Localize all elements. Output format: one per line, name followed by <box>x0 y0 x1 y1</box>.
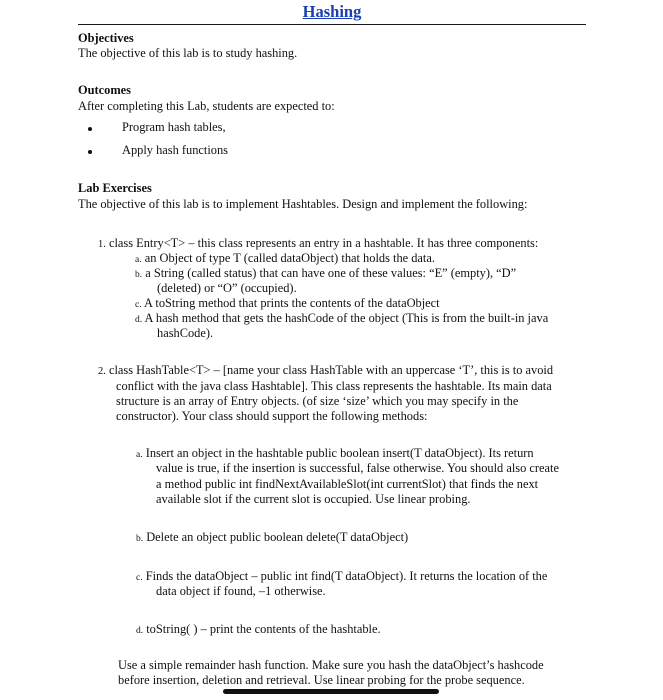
item-continuation: hashCode). <box>157 326 214 340</box>
item-label: d. <box>135 315 143 325</box>
item-label: c. <box>135 300 142 310</box>
item-label: d. <box>136 626 144 636</box>
item-line: a String (called status) that can have one of these values: “E” (empty), “D” <box>145 266 517 280</box>
bullet-icon <box>88 127 92 131</box>
item-line: A toString method that prints the contents of the dataObject <box>144 296 440 310</box>
item-line: Insert an object in the hashtable public boolean insert(T dataObject). Its return <box>145 446 534 460</box>
item-label: b. <box>135 270 143 280</box>
item-line: toString( ) – print the contents of the hashtable. <box>146 622 381 636</box>
item-continuation: (deleted) or “O” (occupied). <box>157 281 297 295</box>
outcomes-heading: Outcomes <box>78 83 131 97</box>
exercise-line: class Entry<T> – this class represents an entry in a hashtable. It has three components: <box>108 236 539 250</box>
page-title: Hashing <box>302 2 362 21</box>
item-label: a. <box>135 255 142 265</box>
objectives-heading: Objectives <box>78 31 134 45</box>
item-label: c. <box>136 573 143 583</box>
exercise-line: structure is an array of Entry objects. (of size ‘size’ which you may specify in the <box>116 394 519 408</box>
home-indicator[interactable] <box>223 689 439 694</box>
item-continuation: value is true, if the insertion is successful, false otherwise. You should also create <box>156 461 559 475</box>
item-line: an Object of type T (called dataObject) that holds the data. <box>144 251 435 265</box>
bullet-icon <box>88 150 92 154</box>
objectives-text: The objective of this lab is to study hashing. <box>78 46 298 60</box>
exercise-2-item-b <box>136 530 408 548</box>
lab-heading: Lab Exercises <box>78 181 152 195</box>
item-line: Delete an object public boolean delete(T dataObject) <box>146 530 409 544</box>
title-bar <box>78 2 586 25</box>
item-label: b. <box>136 534 144 544</box>
outcome-item: Program hash tables, <box>122 120 226 134</box>
exercise-2-item-d <box>136 622 381 640</box>
item-continuation: data object if found, –1 otherwise. <box>156 584 326 598</box>
exercise-line: class HashTable<T> – [name your class HashTable with an uppercase ‘T’, this is to avoid <box>108 363 554 377</box>
lab-intro: The objective of this lab is to implement Hashtables. Design and implement the following: <box>78 197 528 211</box>
outcomes-intro: After completing this Lab, students are expected to: <box>78 99 335 113</box>
outcome-item: Apply hash functions <box>122 143 228 157</box>
item-continuation: a method public int findNextAvailableSlot(int currentSlot) that finds the next <box>156 477 539 491</box>
item-line: Finds the dataObject – public int find(T dataObject). It returns the location of the <box>145 569 548 583</box>
item-continuation: available slot if the current slot is occupied. Use linear probing. <box>156 492 471 506</box>
item-label: a. <box>136 450 143 460</box>
exercise-line: constructor). Your class should support the following methods: <box>116 409 428 423</box>
exercise-2 <box>98 363 553 380</box>
exercise-number: 2. <box>98 366 106 377</box>
item-line: A hash method that gets the hashCode of the object (This is from the built-in java <box>144 311 549 325</box>
exercise-line: conflict with the java class Hashtable]. This class represents the hashtable. Its main data <box>116 379 552 393</box>
exercise-number: 1. <box>98 239 106 250</box>
closing-line: before insertion, deletion and retrieval. Use linear probing for the probe sequence. <box>118 673 525 687</box>
closing-line: Use a simple remainder hash function. Make sure you hash the dataObject’s hashcode <box>118 658 544 672</box>
